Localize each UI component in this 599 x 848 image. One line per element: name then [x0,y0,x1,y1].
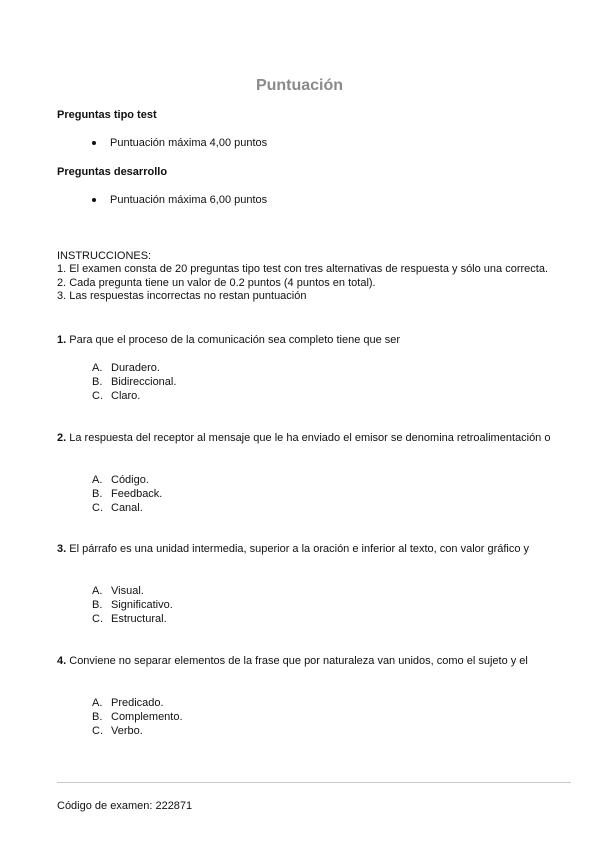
option-letter: B. [92,488,103,500]
bullet-icon [92,141,96,145]
option-letter: A. [92,585,103,597]
option-letter: A. [92,474,103,486]
section-heading-test: Preguntas tipo test [57,109,157,121]
footer-divider [57,782,571,783]
option-row [92,473,162,487]
instructions-heading: INSTRUCCIONES: [57,250,152,262]
option-letter: C. [92,725,103,737]
option-text: Significativo. [111,599,173,611]
bullet-text: Puntuación máxima 4,00 puntos [110,137,268,149]
question-4-options [92,696,183,738]
option-text: Feedback. [111,488,163,500]
question-number: 4. [57,655,67,667]
option-row [92,598,173,612]
instruction-line: 3. Las respuestas incorrectas no restan puntuación [57,290,307,303]
option-text: Visual. [111,585,144,597]
option-text: Estructural. [111,613,167,625]
question-3-options [92,584,173,626]
option-letter: B. [92,599,103,611]
option-row [92,584,173,598]
option-row [92,724,183,738]
option-text: Duradero. [111,362,160,374]
option-letter: C. [92,390,103,402]
option-row [92,375,176,389]
option-row [92,501,162,515]
exam-code: Código de examen: 222871 [57,800,193,812]
option-text: Bidireccional. [111,376,177,388]
question-2 [57,432,567,445]
question-text: Para que el proceso de la comunicación sea completo tiene que ser [69,334,401,346]
option-row [92,612,173,626]
option-row [92,696,183,710]
option-text: Código. [111,474,149,486]
bullet-item-desarrollo-score [92,194,267,206]
question-number: 1. [57,334,67,346]
question-2-options [92,473,162,515]
bullet-item-test-score [92,137,267,149]
section-heading-desarrollo: Preguntas desarrollo [57,166,168,178]
option-text: Canal. [111,502,143,514]
question-4 [57,655,567,668]
option-letter: B. [92,711,103,723]
option-letter: A. [92,362,103,374]
bullet-text: Puntuación máxima 6,00 puntos [110,194,268,206]
question-text: El párrafo es una unidad intermedia, superior a la oración e inferior al texto, con valor gráfico y [69,543,530,555]
option-letter: C. [92,502,103,514]
question-text: Conviene no separar elementos de la frase que por naturaleza van unidos, como el sujeto y el [69,655,528,667]
instruction-line: 2. Cada pregunta tiene un valor de 0.2 puntos (4 puntos en total). [57,276,376,289]
option-letter: C. [92,613,103,625]
question-number: 2. [57,432,67,444]
bullet-icon [92,198,96,202]
option-row [92,361,176,375]
option-row [92,487,162,501]
question-text: La respuesta del receptor al mensaje que le ha enviado el emisor se denomina retroalimentación o [69,432,551,444]
option-row [92,710,183,724]
option-text: Verbo. [111,725,143,737]
instructions-block [57,250,557,304]
instruction-line: 1. El examen consta de 20 preguntas tipo test con tres alternativas de respuesta y sólo una correcta. [57,263,549,276]
option-text: Predicado. [111,697,164,709]
option-text: Complemento. [111,711,183,723]
option-letter: A. [92,697,103,709]
option-row [92,389,176,403]
question-3 [57,543,567,556]
question-number: 3. [57,543,67,555]
question-1-options [92,361,176,403]
option-text: Claro. [111,390,141,402]
option-letter: B. [92,376,103,388]
question-1 [57,334,567,347]
page-title: Puntuación [255,77,344,94]
